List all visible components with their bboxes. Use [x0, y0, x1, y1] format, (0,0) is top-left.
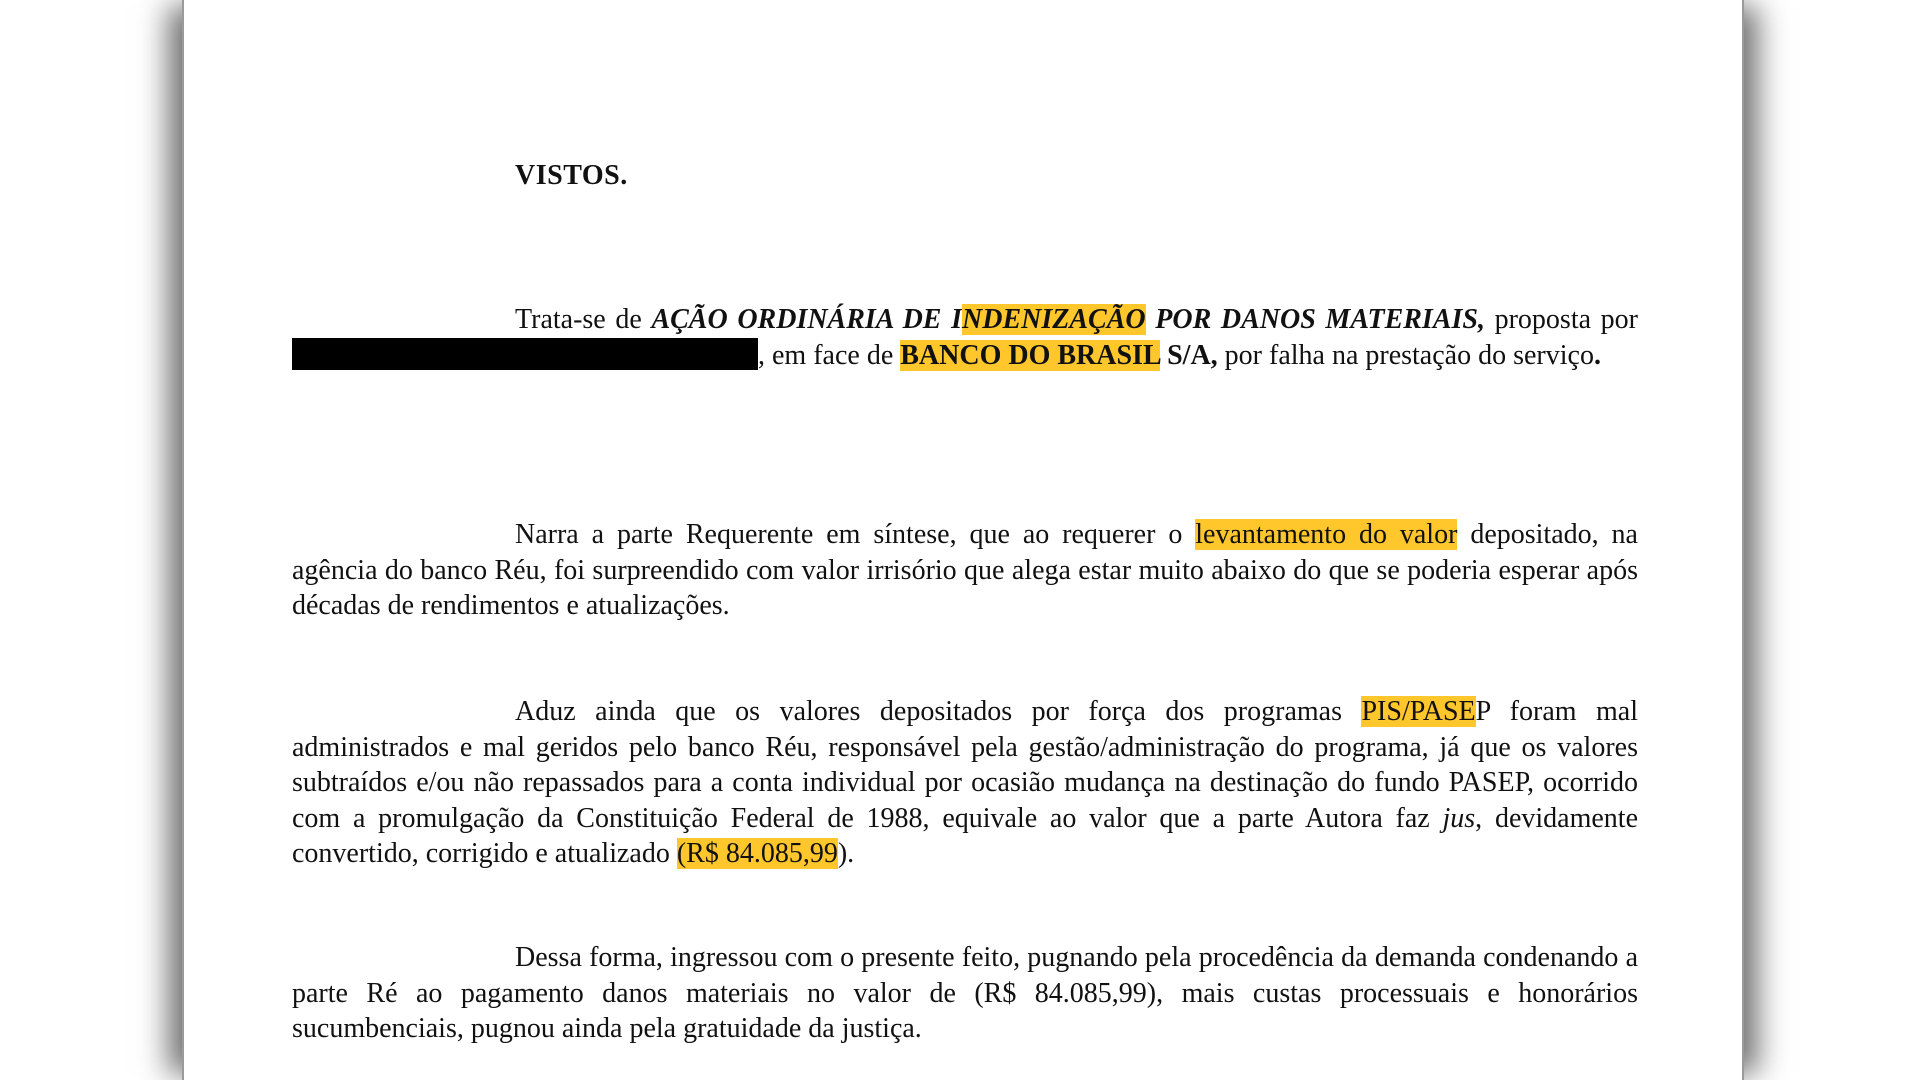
p2-highlight: levantamento do valor: [1195, 519, 1458, 550]
redaction-block: [292, 338, 758, 370]
p1-proposta: proposta por: [1484, 304, 1638, 335]
page-edge-left: [182, 0, 184, 1080]
p1-em-face: , em face de: [758, 339, 901, 371]
paragraph-3: [292, 694, 1638, 872]
document-page: [182, 0, 1744, 1080]
p3-lead: Aduz ainda que os valores depositados por força dos programas: [515, 696, 1362, 727]
p1-action-a: AÇÃO ORDINÁRIA DE I: [651, 304, 963, 335]
p3-mid1: P foram mal administrados e mal geridos pelo banco Réu, responsável pela gestão/administração do programa, já que os valores subtraídos e/ou não repassados para a conta individual por ocasião mudança na destinação do fundo PASEP, ocorrido com a promulgação da Constituição Federal de 1988, equivale ao valor que a parte Autora faz: [292, 696, 1638, 834]
p1-bank-highlight: BANCO DO BRASIL: [900, 339, 1161, 371]
page-edge-right: [1742, 0, 1744, 1080]
heading-vistos: VISTOS.: [515, 160, 628, 191]
p1-lead: Trata-se de: [515, 304, 652, 335]
p2-lead: Narra a parte Requerente em síntese, que ao requerer o: [515, 519, 1196, 550]
p3-highlight-pis-pasep: PIS/PASE: [1361, 696, 1476, 727]
p1-end: .: [1593, 339, 1601, 371]
paragraph-2: [292, 517, 1638, 624]
p4-text: Dessa forma, ingressou com o presente feito, pugnando pela procedência da demanda condenando a parte Ré ao pagamento danos materiais no valor de (R$ 84.085,99), mais custas processuais e honorários sucumbenciais, pugnou ainda pela gratuidade da justiça.: [292, 942, 1638, 1044]
p3-mid2: , devidamente convertido, corrigido e atualizado: [292, 802, 1638, 869]
p1-action-title: [651, 304, 1485, 335]
paragraph-1: [292, 302, 1638, 373]
p1-bank-sa: S/A,: [1160, 339, 1218, 371]
p2-tail: depositado, na agência do banco Réu, foi surpreendido com valor irrisório que alega estar muito abaixo do que se poderia esperar após décadas de rendimentos e atualizações.: [292, 519, 1638, 621]
p3-end: ).: [837, 838, 855, 869]
paragraph-4: [292, 940, 1638, 1047]
p1-action-b: POR DANOS MATERIAIS,: [1145, 304, 1485, 335]
p3-highlight-value: (R$ 84.085,99: [676, 838, 838, 869]
p1-tail: por falha na prestação do serviço: [1217, 339, 1594, 371]
p3-jus: jus: [1442, 802, 1476, 834]
p1-action-highlight: NDENIZAÇÃO: [962, 304, 1146, 335]
